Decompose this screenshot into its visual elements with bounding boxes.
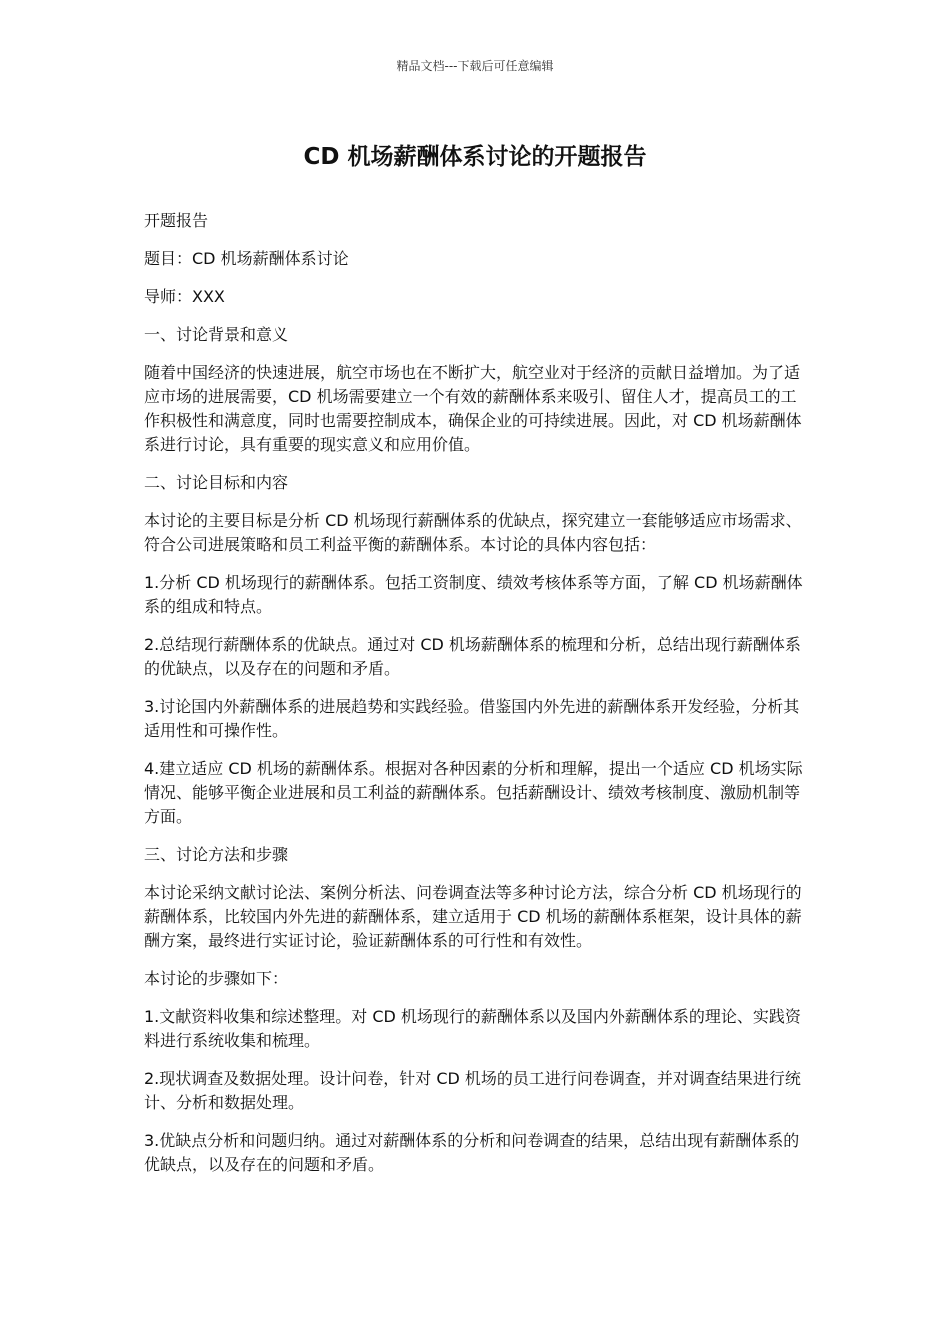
section-heading-background: 一、讨论背景和意义 xyxy=(144,325,289,344)
paragraph-methods: 本讨论采纳文献讨论法、案例分析法、问卷调查法等多种讨论方法，综合分析 CD 机场现行的薪酬体系，比较国内外先进的薪酬体系，建立适用于 CD 机场的薪酬体系框架，设计具体的薪酬方案，最终进行实证讨论，验证薪酬体系的可行性和有效性。 xyxy=(144,883,802,950)
document-title: CD 机场薪酬体系讨论的开题报告 xyxy=(303,144,647,170)
header-note: 精品文档---下载后可任意编辑 xyxy=(396,59,554,73)
list-item-content-2: 2.总结现行薪酬体系的优缺点。通过对 CD 机场薪酬体系的梳理和分析，总结出现行薪酬体系的优缺点，以及存在的问题和矛盾。 xyxy=(144,635,801,678)
list-item-content-4: 4.建立适应 CD 机场的薪酬体系。根据对各种因素的分析和理解，提出一个适应 CD 机场实际情况、能够平衡企业进展和员工利益的薪酬体系。包括薪酬设计、绩效考核制度、激励机制等方面。 xyxy=(144,759,803,826)
paragraph-advisor: 导师：XXX xyxy=(144,287,225,306)
list-item-step-1: 1.文献资料收集和综述整理。对 CD 机场现行的薪酬体系以及国内外薪酬体系的理论、实践资料进行系统收集和梳理。 xyxy=(144,1007,801,1050)
paragraph-topic: 题目：CD 机场薪酬体系讨论 xyxy=(144,249,349,268)
document-body xyxy=(144,209,810,1191)
list-item-content-1: 1.分析 CD 机场现行的薪酬体系。包括工资制度、绩效考核体系等方面，了解 CD 机场薪酬体系的组成和特点。 xyxy=(144,573,803,616)
paragraph-steps-intro: 本讨论的步骤如下： xyxy=(144,969,289,988)
list-item-content-3: 3.讨论国内外薪酬体系的进展趋势和实践经验。借鉴国内外先进的薪酬体系开发经验，分析其适用性和可操作性。 xyxy=(144,697,800,740)
paragraph-report-label: 开题报告 xyxy=(144,211,209,230)
section-heading-methods: 三、讨论方法和步骤 xyxy=(144,845,289,864)
section-heading-goals: 二、讨论目标和内容 xyxy=(144,473,289,492)
list-item-step-3: 3.优缺点分析和问题归纳。通过对薪酬体系的分析和问卷调查的结果，总结出现有薪酬体系的优缺点，以及存在的问题和矛盾。 xyxy=(144,1131,800,1174)
list-item-step-2: 2.现状调查及数据处理。设计问卷，针对 CD 机场的员工进行问卷调查，并对调查结果进行统计、分析和数据处理。 xyxy=(144,1069,801,1112)
paragraph-background: 随着中国经济的快速进展，航空市场也在不断扩大，航空业对于经济的贡献日益增加。为了适应市场的进展需要，CD 机场需要建立一个有效的薪酬体系来吸引、留住人才，提高员工的工作积极性和满意度，同时也需要控制成本，确保企业的可持续进展。因此，对 CD 机场薪酬体系进行讨论，具有重要的现实意义和应用价值。 xyxy=(144,363,802,454)
paragraph-goals: 本讨论的主要目标是分析 CD 机场现行薪酬体系的优缺点，探究建立一套能够适应市场需求、符合公司进展策略和员工利益平衡的薪酬体系。本讨论的具体内容包括： xyxy=(144,511,802,554)
